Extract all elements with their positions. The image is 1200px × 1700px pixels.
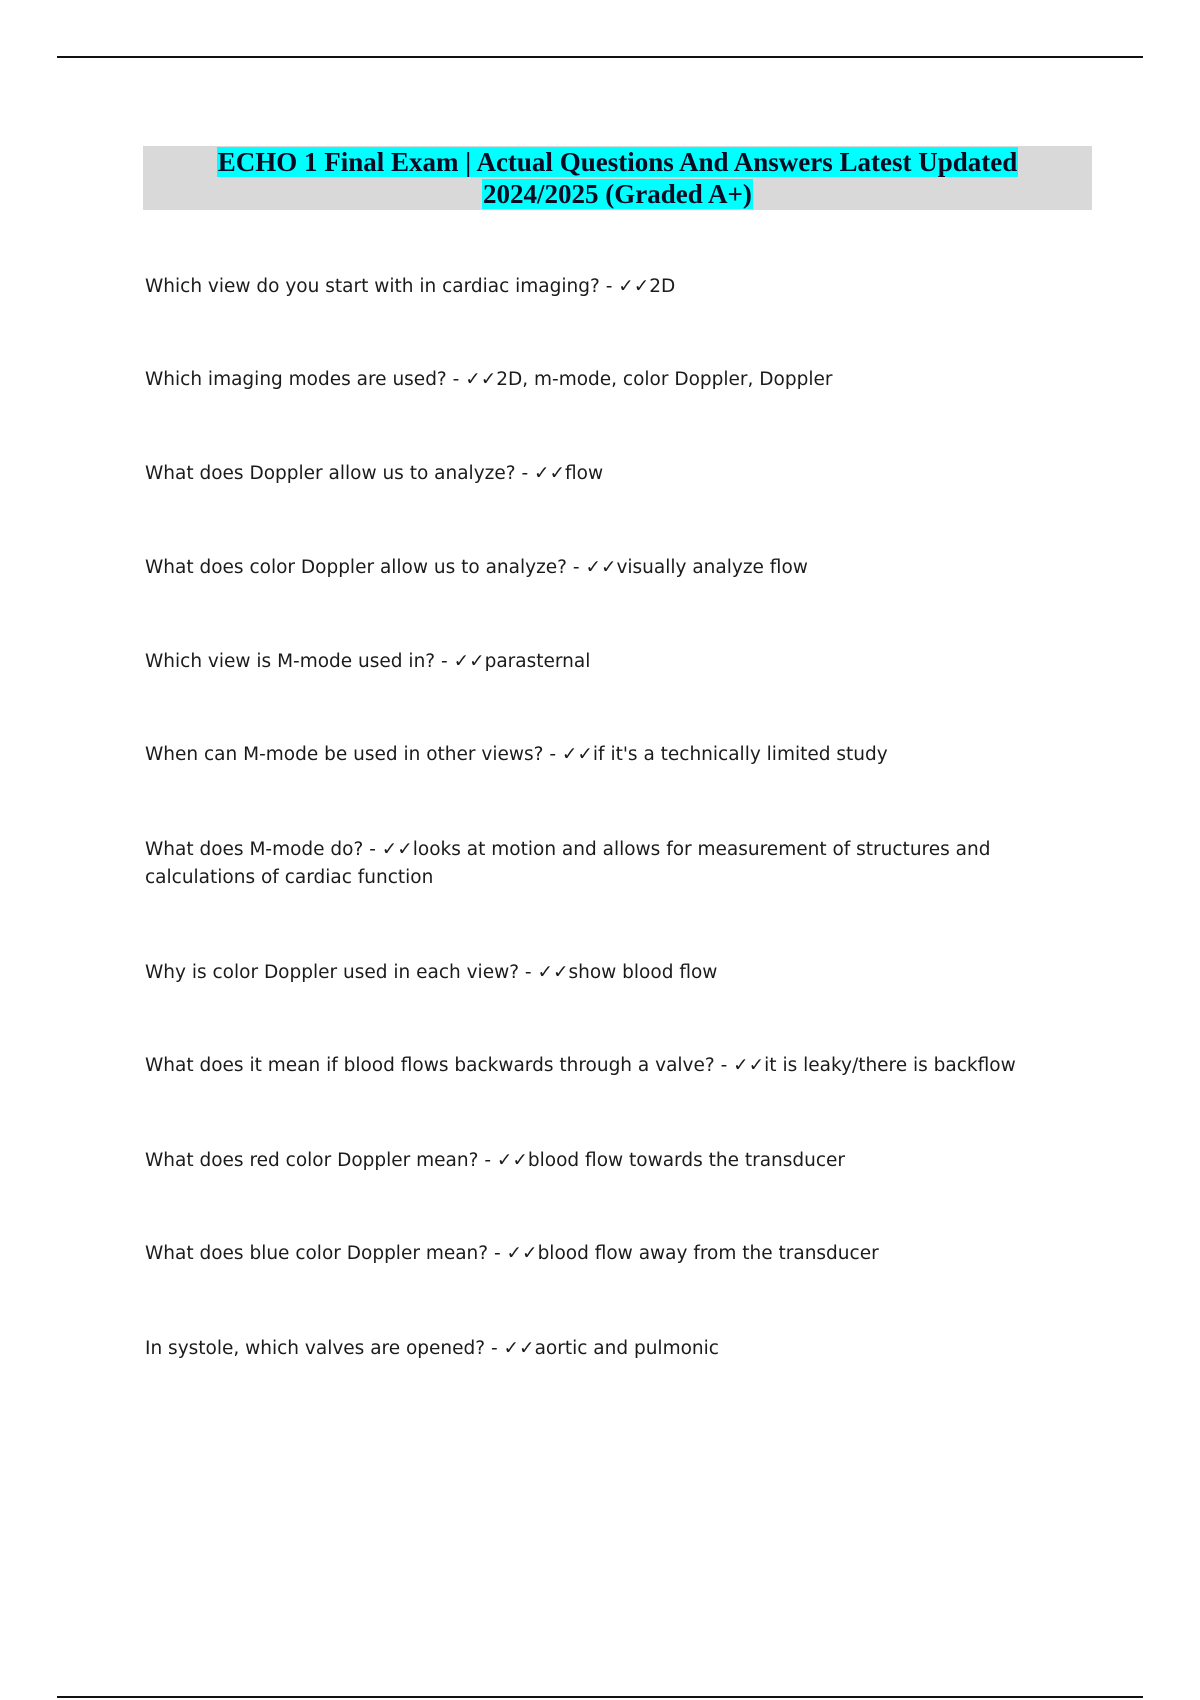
qa-item (145, 366, 1045, 394)
qa-separator: - (543, 744, 562, 765)
check-marks-icon: ✓✓ (585, 557, 617, 578)
answer-text: visually analyze flow (616, 557, 808, 578)
document-title-box (143, 146, 1092, 210)
qa-separator: - (567, 557, 586, 578)
document-title-line-2: 2024/2025 (Graded A+) (483, 179, 752, 209)
qa-separator: - (485, 1338, 504, 1359)
qa-separator: - (488, 1243, 507, 1264)
qa-separator: - (435, 651, 454, 672)
question-text: In systole, which valves are opened? (145, 1338, 486, 1359)
answer-text: show blood flow (568, 962, 718, 983)
qa-item (145, 1052, 1045, 1080)
qa-separator: - (446, 369, 466, 390)
answer-text: if it's a technically limited study (592, 744, 888, 765)
check-marks-icon: ✓✓ (506, 1243, 538, 1264)
qa-separator: - (478, 1150, 497, 1171)
qa-item (145, 741, 1045, 769)
qa-separator: - (363, 839, 382, 860)
answer-text: looks at motion and allows for measurement of structures and calculations of cardiac function (145, 839, 991, 888)
check-marks-icon: ✓✓ (537, 962, 569, 983)
answer-text: it is leaky/there is backflow (764, 1055, 1016, 1076)
qa-separator: - (714, 1055, 734, 1076)
question-text: Which view do you start with in cardiac imaging? (145, 276, 600, 297)
check-marks-icon: ✓✓ (465, 369, 497, 390)
question-text: What does it mean if blood flows backwards through a valve? (145, 1055, 715, 1076)
qa-item (145, 554, 1045, 582)
check-marks-icon: ✓✓ (496, 1150, 528, 1171)
answer-text: blood flow towards the transducer (527, 1150, 846, 1171)
question-text: What does color Doppler allow us to analyze? (145, 557, 567, 578)
qa-item (145, 1335, 1045, 1363)
question-text: What does M-mode do? (145, 839, 364, 860)
answer-text: 2D (649, 276, 676, 297)
top-rule (57, 56, 1143, 58)
qa-separator: - (515, 463, 534, 484)
qa-item (145, 1240, 1045, 1268)
check-marks-icon: ✓✓ (381, 839, 413, 860)
bottom-rule (57, 1696, 1143, 1698)
qa-item (145, 836, 1045, 892)
answer-text: parasternal (484, 651, 591, 672)
qa-item (145, 1147, 1045, 1175)
check-marks-icon: ✓✓ (453, 651, 485, 672)
answer-text: blood flow away from the transducer (537, 1243, 879, 1264)
question-text: When can M-mode be used in other views? (145, 744, 544, 765)
qa-separator: - (519, 962, 538, 983)
answer-text: aortic and pulmonic (534, 1338, 719, 1359)
qa-item (145, 648, 1045, 676)
question-text: What does Doppler allow us to analyze? (145, 463, 516, 484)
question-text: Why is color Doppler used in each view? (145, 962, 520, 983)
answer-text: 2D, m-mode, color Doppler, Doppler (496, 369, 833, 390)
qa-item (145, 460, 1045, 488)
check-marks-icon: ✓✓ (618, 276, 650, 297)
question-text: Which imaging modes are used? (145, 369, 447, 390)
qa-separator: - (599, 276, 619, 297)
check-marks-icon: ✓✓ (503, 1338, 535, 1359)
qa-item (145, 959, 1045, 987)
question-text: What does red color Doppler mean? (145, 1150, 479, 1171)
check-marks-icon: ✓✓ (733, 1055, 765, 1076)
document-title-line-1: ECHO 1 Final Exam | Actual Questions And Answers Latest Updated (217, 147, 1018, 177)
question-text: What does blue color Doppler mean? (145, 1243, 489, 1264)
check-marks-icon: ✓✓ (561, 744, 593, 765)
qa-item (145, 273, 1045, 301)
question-text: Which view is M-mode used in? (145, 651, 436, 672)
check-marks-icon: ✓✓ (534, 463, 566, 484)
answer-text: flow (565, 463, 604, 484)
